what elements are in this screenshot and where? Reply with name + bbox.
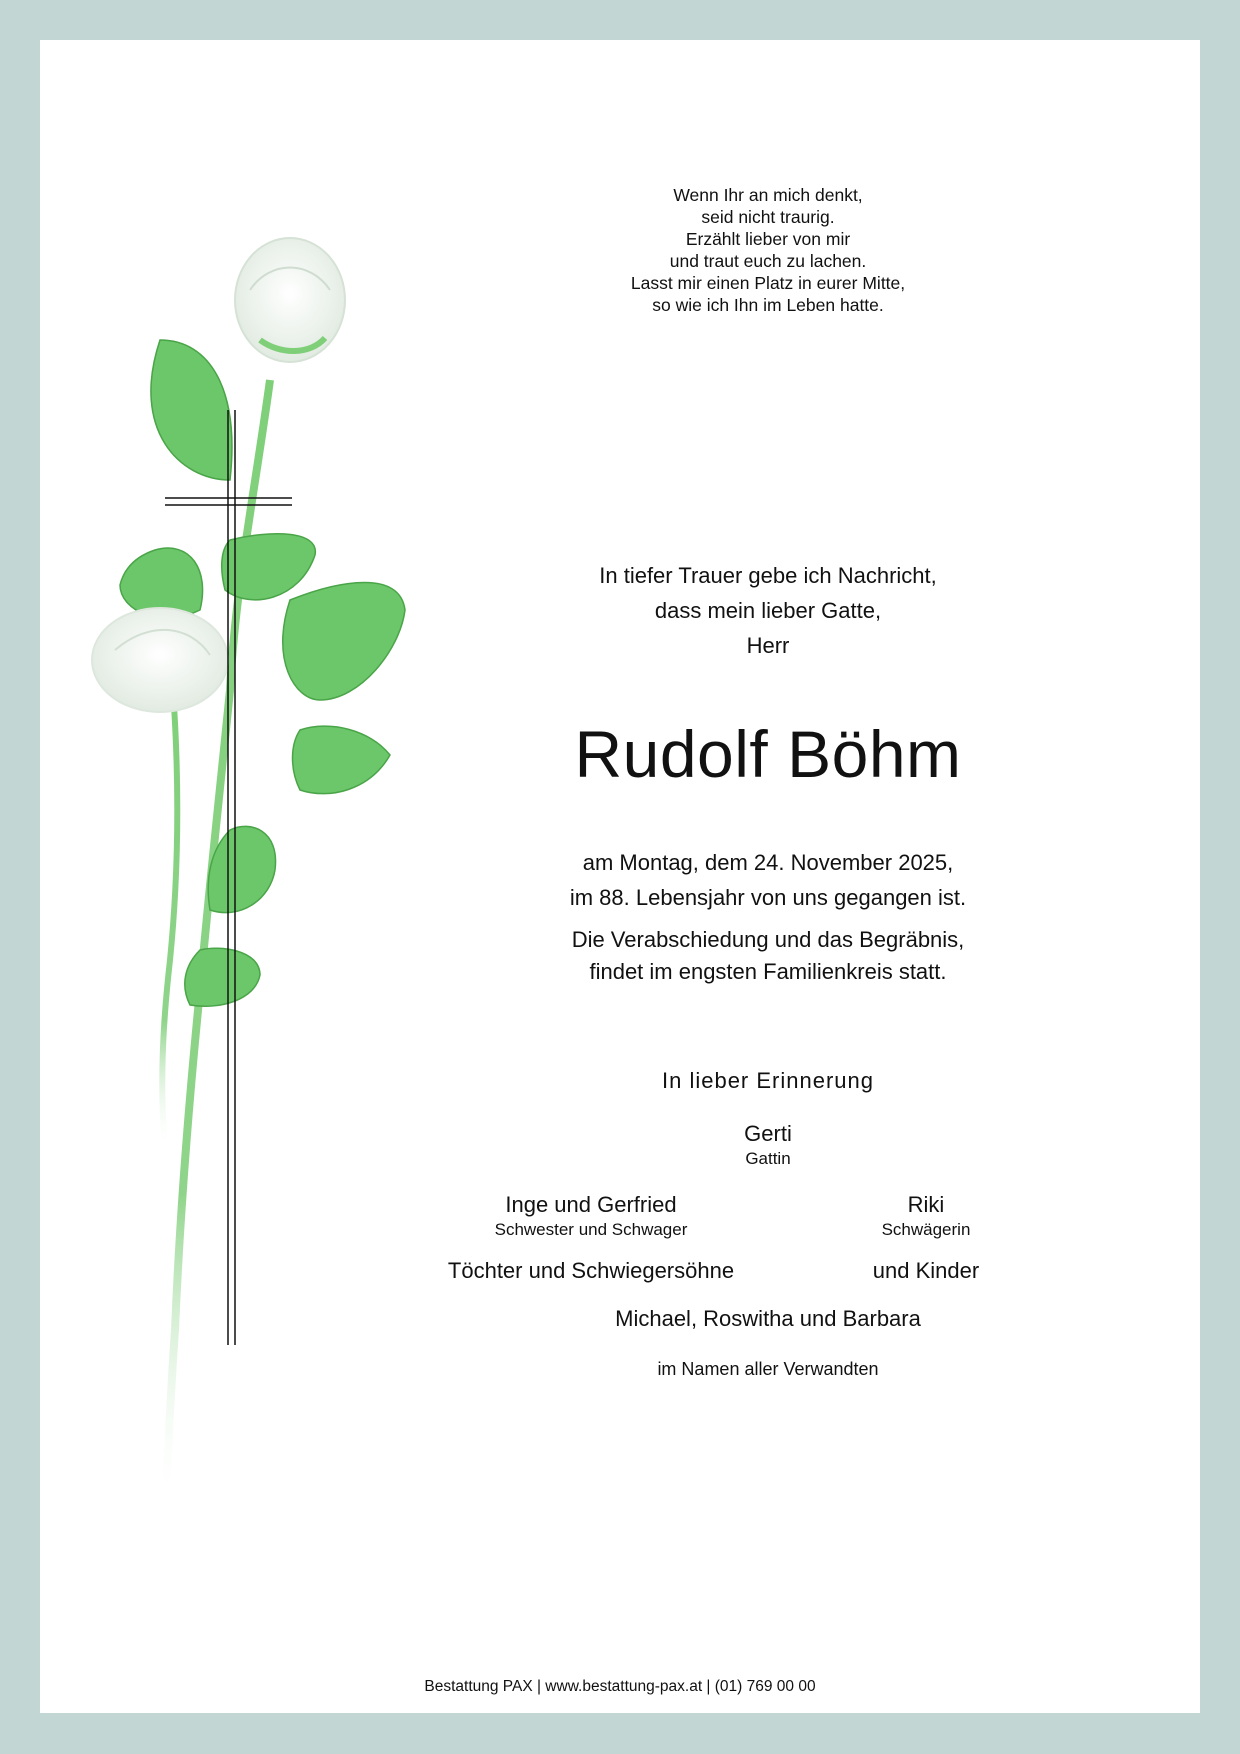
intro-line: dass mein lieber Gatte, — [654, 598, 882, 623]
mourner-name: Riki — [907, 1192, 945, 1217]
mourner-role: Gattin — [745, 1149, 791, 1168]
mourner-role: Schwester und Schwager — [494, 1220, 688, 1239]
mourner-name: Gerti — [744, 1121, 792, 1146]
mourner-spouse — [668, 1120, 868, 1170]
intro-line: Herr — [746, 633, 790, 658]
death-line: am Montag, dem 24. November 2025, — [582, 850, 954, 875]
mourner-role: Schwägerin — [881, 1220, 971, 1239]
death-line: im 88. Lebensjahr von uns gegangen ist. — [569, 885, 967, 910]
intro-line: In tiefer Trauer gebe ich Nachricht, — [599, 563, 937, 588]
memory-heading: In lieber Erinnerung — [661, 1068, 874, 1093]
ceremony-details — [418, 924, 1118, 988]
memorial-poem — [568, 184, 968, 316]
funeral-home-footer: Bestattung PAX | www.bestattung-pax.at | (01) 769 00 00 — [424, 1678, 816, 1695]
deceased-name: Rudolf Böhm — [574, 717, 962, 791]
mourner-name: Inge und Gerfried — [505, 1192, 677, 1217]
poem-line: so wie ich Ihn im Leben hatte. — [652, 295, 884, 315]
ceremony-line: Die Verabschiedung und das Begräbnis, — [571, 927, 965, 952]
on-behalf-text: im Namen aller Verwandten — [657, 1359, 879, 1379]
poem-line: Wenn Ihr an mich denkt, — [673, 185, 863, 205]
poem-line: und traut euch zu lachen. — [669, 251, 867, 271]
poem-line: seid nicht traurig. — [701, 207, 835, 227]
mourner-grandchildren: Michael, Roswitha und Barbara — [615, 1306, 921, 1331]
poem-line: Erzählt lieber von mir — [685, 229, 851, 249]
rose-stem-second — [162, 690, 177, 1150]
mourner-sister-in-law — [826, 1191, 1026, 1241]
poem-line: Lasst mir einen Platz in eurer Mitte, — [630, 273, 906, 293]
mourner-children: und Kinder — [872, 1258, 980, 1283]
ceremony-line: findet im engsten Familienkreis statt. — [589, 959, 947, 984]
mourner-daughters: Töchter und Schwiegersöhne — [447, 1258, 735, 1283]
rose-decoration — [70, 230, 430, 1510]
mourner-sibling — [441, 1191, 741, 1241]
death-details — [418, 845, 1118, 915]
announcement-intro — [418, 558, 1118, 663]
